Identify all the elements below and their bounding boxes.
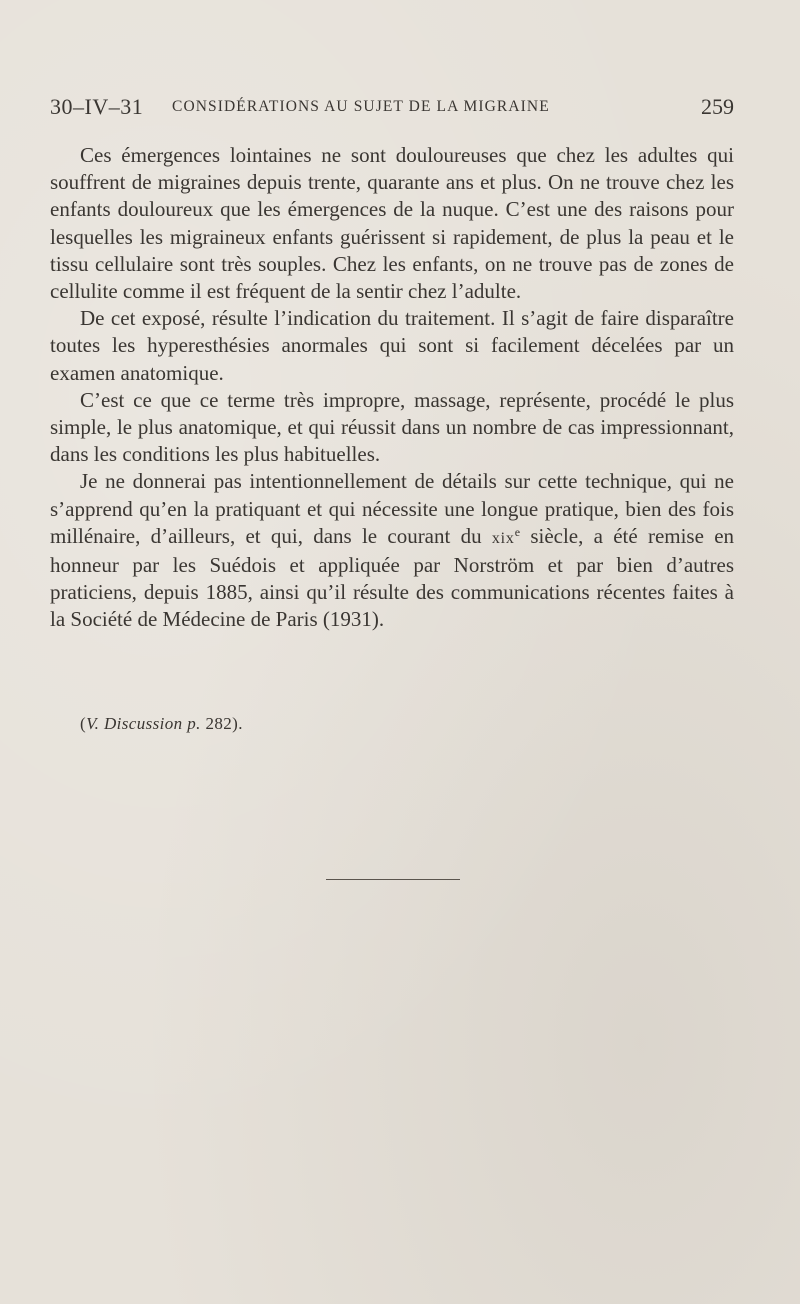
reference-italic: V. Discussion p. xyxy=(86,714,201,733)
paragraph-1: Ces émergences lointaines ne sont douloureuses que chez les adultes qui souffrent de migraines depuis trente, quarante ans et plus. On ne trouve chez les enfants douloureux que les émergences de la nuque. C’est une des raisons pour lesquelles les migraineux enfants guérissent si rapidement, de plus la peau et le tissu cellulaire sont très souples. Chez les enfants, on ne trouve pas de zones de cellulite comme il est fréquent de la sentir chez l’adulte. xyxy=(50,143,734,304)
body-text xyxy=(50,142,734,634)
reference-open-paren: ( xyxy=(80,714,87,733)
century-suffix: e xyxy=(514,524,521,539)
paragraph-4-part-1: Je ne donnerai pas intentionnellement de détails sur cette technique, qui ne s’apprend qu’en la pratiquant et qui nécessite une longue pratique, bien des fois millénaire, d’ailleurs, et qui, dans le courant du xyxy=(50,469,734,548)
section-end-rule xyxy=(326,879,460,880)
running-title: CONSIDÉRATIONS AU SUJET DE LA MIGRAINE xyxy=(172,98,550,115)
session-date: 30–IV–31 xyxy=(50,94,144,119)
reference-page: 282). xyxy=(205,714,243,733)
paragraph-2: De cet exposé, résulte l’indication du traitement. Il s’agit de faire disparaître toutes les hyperesthésies anormales qui sont si facilement décelées par un examen anatomique. xyxy=(50,306,734,385)
century-numeral: xix xyxy=(491,529,515,547)
running-head xyxy=(50,94,734,128)
paragraph-4-part-2: siècle, a été remise en honneur par les Suédois et appliquée par Norström et par bien d’autres praticiens, depuis 1885, ainsi qu’il résulte des communications récentes faites à la Société de Médecine de Paris (1931). xyxy=(50,523,735,632)
page-number: 259 xyxy=(701,94,734,119)
paragraph-3: C’est ce que ce terme très impropre, massage, représente, procédé le plus simple, le plus anatomique, et qui réussit dans un nombre de cas impressionnant, dans les conditions les plus habituelles. xyxy=(50,387,734,467)
discussion-reference xyxy=(80,714,243,734)
paragraph-4 xyxy=(50,468,734,633)
